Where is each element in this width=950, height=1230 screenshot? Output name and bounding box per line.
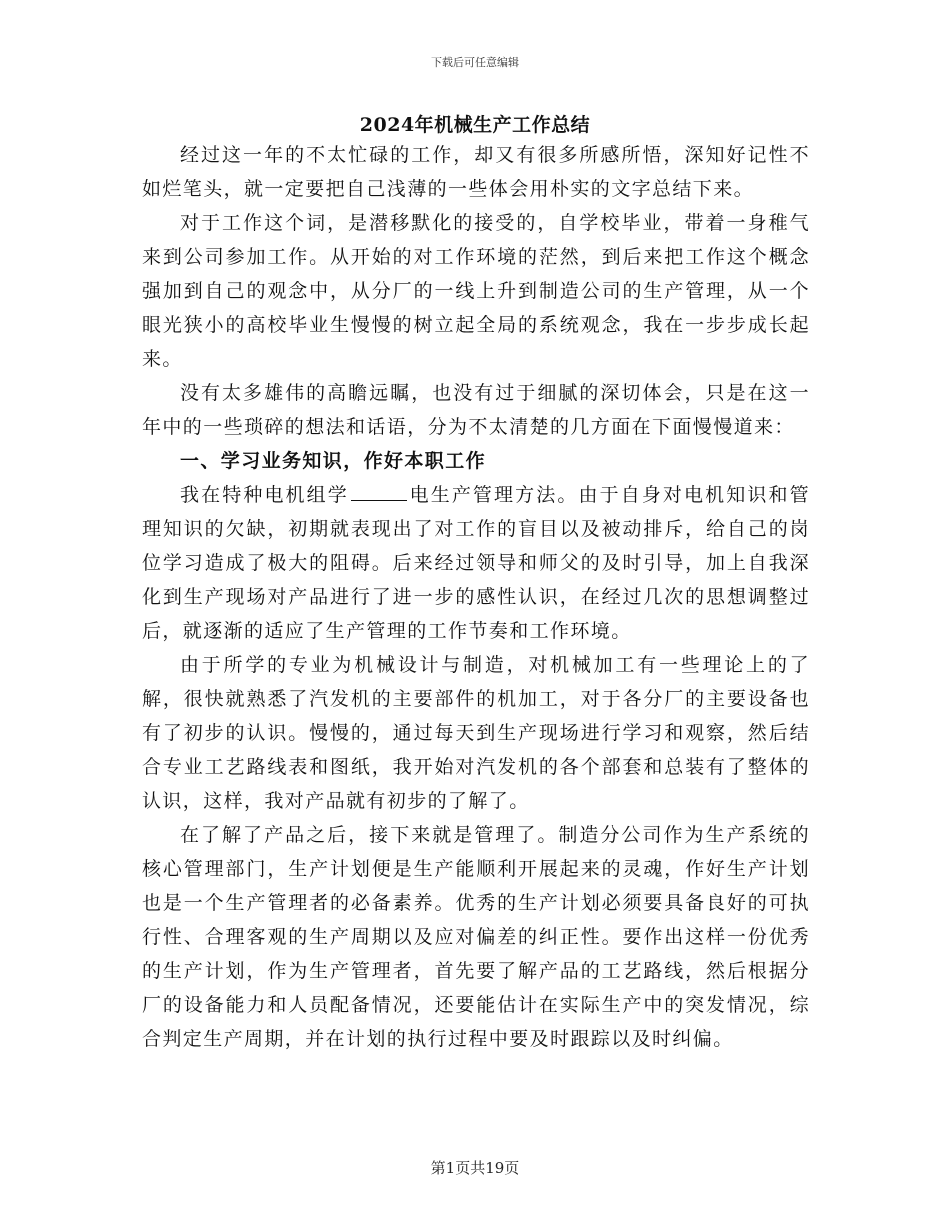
document-body bbox=[142, 138, 810, 1056]
paragraph-overview: 没有太多雄伟的高瞻远瞩，也没有过于细腻的深切体会，只是在这一年中的一些琐碎的想法和话语，分为不太清楚的几方面在下面慢慢道来： bbox=[142, 382, 810, 438]
page-number: 第1页共19页 bbox=[430, 1159, 520, 1177]
page-header-note: 下载后可任意编辑 bbox=[431, 56, 519, 69]
paragraph-motor-group-start: 我在特种电机组学 bbox=[180, 484, 349, 506]
section-heading-1: 一、学习业务知识，作好本职工作 bbox=[180, 450, 487, 472]
paragraph-intro: 经过这一年的不太忙碌的工作，却又有很多所感所悟，深知好记性不如烂笔头，就一定要把自己浅薄的一些体会用朴实的文字总结下来。 bbox=[142, 144, 810, 200]
fill-in-blank bbox=[351, 482, 407, 501]
paragraph-motor-group bbox=[142, 478, 810, 648]
paragraph-motor-group-rest: 电生产管理方法。由于自身对电机知识和管理知识的欠缺，初期就表现出了对工作的盲目以及被动排斥，给自己的岗位学习造成了极大的阻碍。后来经过领导和师父的及时引导，加上自我深化到生产现场对产品进行了进一步的感性认识，在经过几次的思想调整过后，就逐渐的适应了生产管理的工作节奏和工作环境。 bbox=[142, 484, 810, 642]
document-title: 2024年机械生产工作总结 bbox=[359, 114, 591, 136]
paragraph-machining: 由于所学的专业为机械设计与制造，对机械加工有一些理论上的了解，很快就熟悉了汽发机的主要部件的机加工，对于各分厂的主要设备也有了初步的认识。慢慢的，通过每天到生产现场进行学习和观察，然后结合专业工艺路线表和图纸，我开始对汽发机的各个部套和总装有了整体的认识，这样，我对产品就有初步的了解了。 bbox=[142, 654, 810, 812]
paragraph-management: 在了解了产品之后，接下来就是管理了。制造分公司作为生产系统的核心管理部门，生产计划便是生产能顺利开展起来的灵魂，作好生产计划也是一个生产管理者的必备素养。优秀的生产计划必须要具备良好的可执行性、合理客观的生产周期以及应对偏差的纠正性。要作出这样一份优秀的生产计划，作为生产管理者，首先要了解产品的工艺路线，然后根据分厂的设备能力和人员配备情况，还要能估计在实际生产中的突发情况，综合判定生产周期，并在计划的执行过程中要及时跟踪以及时纠偏。 bbox=[142, 824, 810, 1050]
paragraph-work-concept: 对于工作这个词，是潜移默化的接受的，自学校毕业，带着一身稚气来到公司参加工作。从开始的对工作环境的茫然，到后来把工作这个概念强加到自己的观念中，从分厂的一线上升到制造公司的生产管理，从一个眼光狭小的高校毕业生慢慢的树立起全局的系统观念，我在一步步成长起来。 bbox=[142, 212, 810, 370]
